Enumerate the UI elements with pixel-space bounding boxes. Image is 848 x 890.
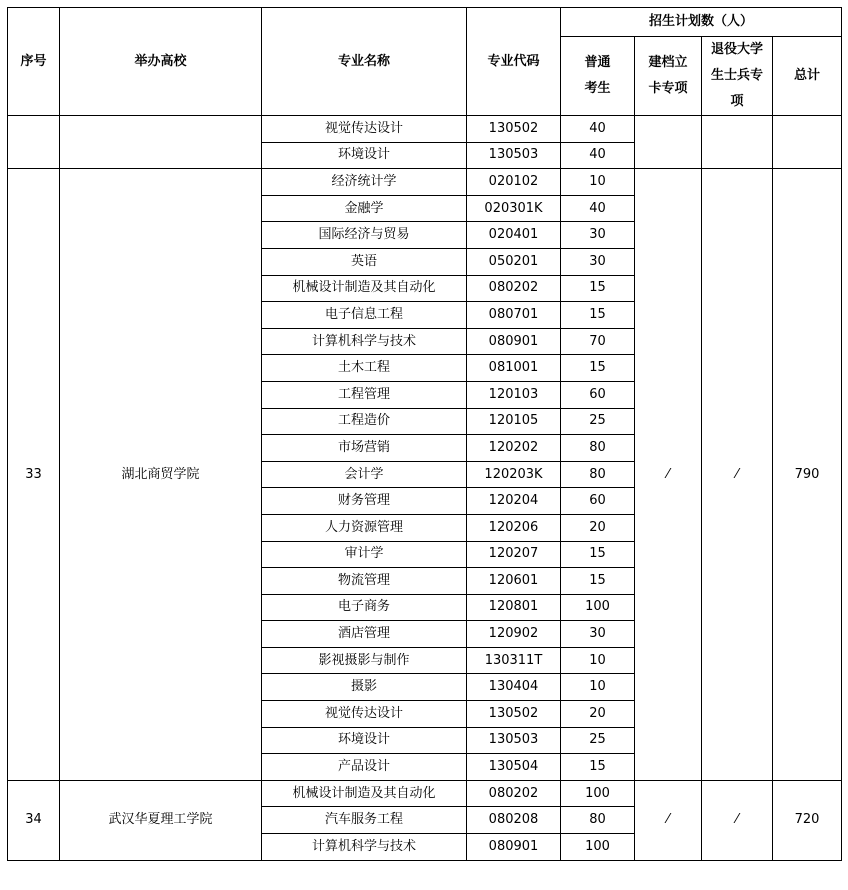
major-name-cell: 工程造价 [262, 408, 467, 435]
major-code-cell: 120902 [467, 621, 561, 648]
major-name-cell: 视觉传达设计 [262, 701, 467, 728]
major-name-cell: 环境设计 [262, 142, 467, 169]
header-veteran: 退役大学生士兵专项 [702, 37, 773, 116]
header-major-code: 专业代码 [467, 8, 561, 116]
major-name-cell: 机械设计制造及其自动化 [262, 275, 467, 302]
regular-count-cell: 40 [561, 116, 635, 143]
table-row [8, 780, 842, 807]
regular-count-cell: 100 [561, 780, 635, 807]
major-code-cell: 130502 [467, 116, 561, 143]
major-name-cell: 视觉传达设计 [262, 116, 467, 143]
major-code-cell: 120601 [467, 568, 561, 595]
major-code-cell: 130504 [467, 754, 561, 781]
regular-count-cell: 10 [561, 169, 635, 196]
major-name-cell: 经济统计学 [262, 169, 467, 196]
total-cell: 720 [773, 780, 842, 860]
major-name-cell: 会计学 [262, 461, 467, 488]
regular-count-cell: 10 [561, 674, 635, 701]
regular-count-cell: 80 [561, 807, 635, 834]
major-code-cell: 020102 [467, 169, 561, 196]
regular-count-cell: 15 [561, 754, 635, 781]
poverty-cell: ⁄ [635, 780, 702, 860]
regular-count-cell: 100 [561, 834, 635, 861]
regular-count-cell: 20 [561, 701, 635, 728]
major-code-cell: 080901 [467, 834, 561, 861]
regular-count-cell: 80 [561, 461, 635, 488]
major-code-cell: 120801 [467, 594, 561, 621]
regular-count-cell: 40 [561, 195, 635, 222]
prev-poverty-cell [635, 116, 702, 169]
major-name-cell: 国际经济与贸易 [262, 222, 467, 249]
school-cell: 武汉华夏理工学院 [60, 780, 262, 860]
regular-count-cell: 30 [561, 621, 635, 648]
major-code-cell: 080202 [467, 275, 561, 302]
major-code-cell: 080701 [467, 302, 561, 329]
header-plan-group: 招生计划数（人） [561, 8, 842, 37]
regular-count-cell: 30 [561, 248, 635, 275]
regular-count-cell: 15 [561, 275, 635, 302]
veteran-cell: ⁄ [702, 780, 773, 860]
major-name-cell: 财务管理 [262, 488, 467, 515]
regular-count-cell: 15 [561, 541, 635, 568]
table-row [8, 169, 842, 196]
regular-count-cell: 15 [561, 568, 635, 595]
regular-count-cell: 10 [561, 647, 635, 674]
header-regular: 普通考生 [561, 37, 635, 116]
major-name-cell: 物流管理 [262, 568, 467, 595]
major-code-cell: 050201 [467, 248, 561, 275]
prev-total-cell [773, 116, 842, 169]
poverty-cell: ⁄ [635, 169, 702, 781]
regular-count-cell: 15 [561, 355, 635, 382]
major-name-cell: 计算机科学与技术 [262, 328, 467, 355]
major-name-cell: 环境设计 [262, 727, 467, 754]
regular-count-cell: 40 [561, 142, 635, 169]
regular-count-cell: 60 [561, 381, 635, 408]
seq-cell: 33 [8, 169, 60, 781]
major-name-cell: 金融学 [262, 195, 467, 222]
header-total: 总计 [773, 37, 842, 116]
major-code-cell: 120206 [467, 514, 561, 541]
major-code-cell: 120202 [467, 435, 561, 462]
major-code-cell: 080208 [467, 807, 561, 834]
prev-seq-cell [8, 116, 60, 169]
table-body [8, 116, 842, 861]
prev-veteran-cell [702, 116, 773, 169]
enrollment-plan-table [7, 7, 842, 861]
header-poverty: 建档立卡专项 [635, 37, 702, 116]
major-name-cell: 电子信息工程 [262, 302, 467, 329]
major-code-cell: 130503 [467, 142, 561, 169]
header-major-name: 专业名称 [262, 8, 467, 116]
major-code-cell: 080901 [467, 328, 561, 355]
header-school: 举办高校 [60, 8, 262, 116]
major-name-cell: 人力资源管理 [262, 514, 467, 541]
major-name-cell: 审计学 [262, 541, 467, 568]
major-code-cell: 130502 [467, 701, 561, 728]
regular-count-cell: 80 [561, 435, 635, 462]
major-code-cell: 130311T [467, 647, 561, 674]
prev-school-cell [60, 116, 262, 169]
major-code-cell: 020401 [467, 222, 561, 249]
major-code-cell: 120207 [467, 541, 561, 568]
major-code-cell: 130503 [467, 727, 561, 754]
table-row [8, 116, 842, 143]
major-name-cell: 电子商务 [262, 594, 467, 621]
major-name-cell: 计算机科学与技术 [262, 834, 467, 861]
regular-count-cell: 25 [561, 408, 635, 435]
major-name-cell: 汽车服务工程 [262, 807, 467, 834]
seq-cell: 34 [8, 780, 60, 860]
major-name-cell: 产品设计 [262, 754, 467, 781]
major-name-cell: 摄影 [262, 674, 467, 701]
regular-count-cell: 25 [561, 727, 635, 754]
major-code-cell: 120204 [467, 488, 561, 515]
major-code-cell: 130404 [467, 674, 561, 701]
major-name-cell: 土木工程 [262, 355, 467, 382]
veteran-cell: ⁄ [702, 169, 773, 781]
major-code-cell: 120105 [467, 408, 561, 435]
major-code-cell: 020301K [467, 195, 561, 222]
major-code-cell: 120203K [467, 461, 561, 488]
major-name-cell: 机械设计制造及其自动化 [262, 780, 467, 807]
header-seq: 序号 [8, 8, 60, 116]
regular-count-cell: 60 [561, 488, 635, 515]
regular-count-cell: 15 [561, 302, 635, 329]
major-code-cell: 080202 [467, 780, 561, 807]
major-name-cell: 酒店管理 [262, 621, 467, 648]
major-name-cell: 英语 [262, 248, 467, 275]
major-name-cell: 影视摄影与制作 [262, 647, 467, 674]
school-cell: 湖北商贸学院 [60, 169, 262, 781]
major-code-cell: 081001 [467, 355, 561, 382]
major-code-cell: 120103 [467, 381, 561, 408]
regular-count-cell: 70 [561, 328, 635, 355]
total-cell: 790 [773, 169, 842, 781]
regular-count-cell: 30 [561, 222, 635, 249]
regular-count-cell: 100 [561, 594, 635, 621]
regular-count-cell: 20 [561, 514, 635, 541]
major-name-cell: 工程管理 [262, 381, 467, 408]
major-name-cell: 市场营销 [262, 435, 467, 462]
